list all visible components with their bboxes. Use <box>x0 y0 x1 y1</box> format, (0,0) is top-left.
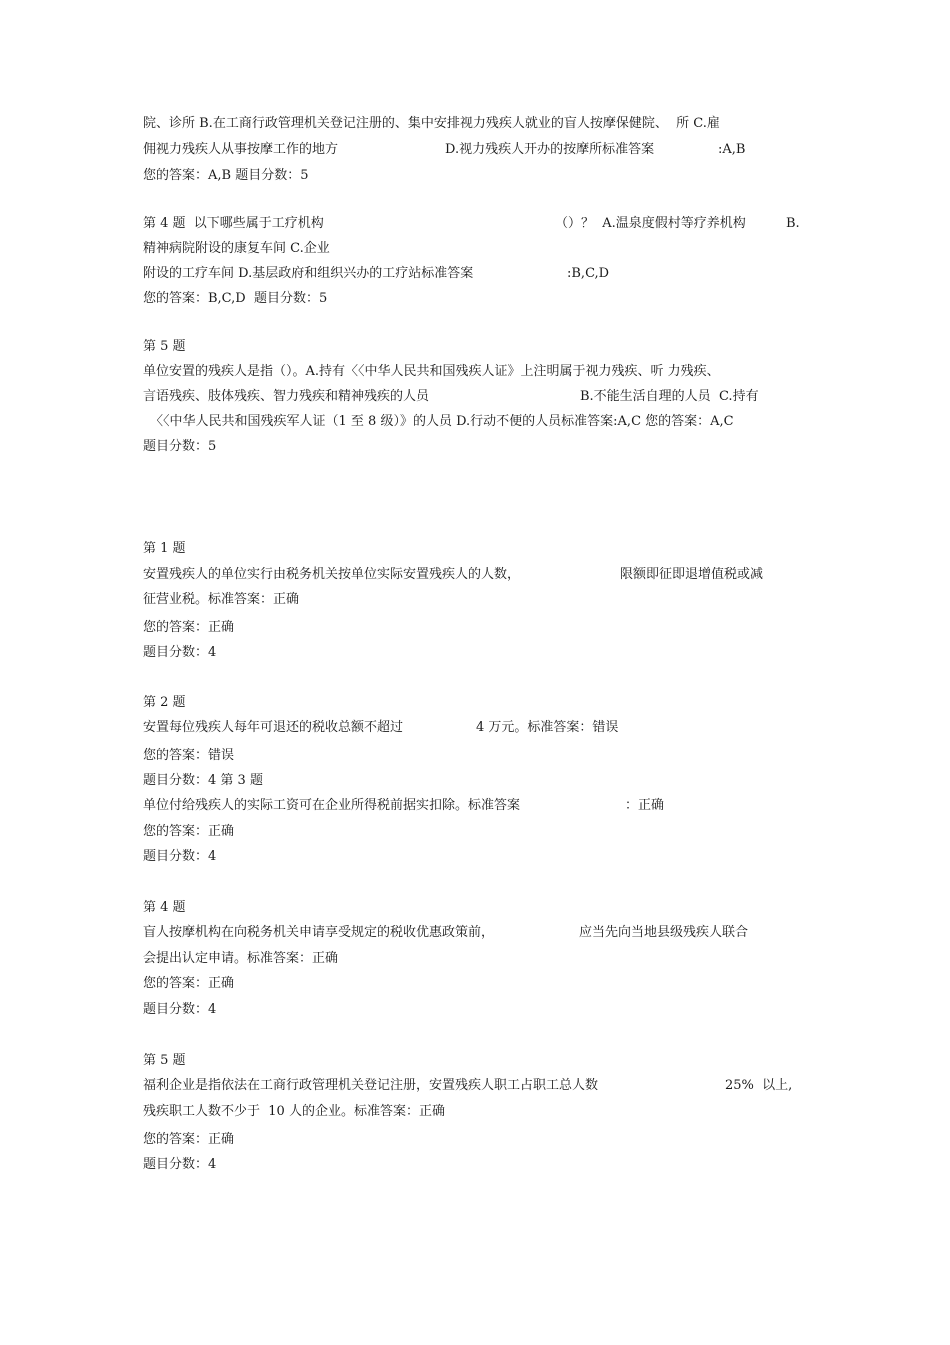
p2-q1-text-a: 安置残疾人的单位实行由税务机关按单位实际安置残疾人的人数， <box>143 567 521 582</box>
p2-q2-score-q3-title: 题目分数：4 第 3 题 <box>143 773 263 788</box>
p2-q4-score: 题目分数：4 <box>143 1002 217 1017</box>
p2-q1-title: 第 1 题 <box>143 541 186 556</box>
p1-q5-score: 题目分数：5 <box>143 439 217 454</box>
p2-q4-title: 第 4 题 <box>143 900 186 915</box>
p2-q4-text-b: 应当先向当地县级残疾人联合 <box>579 925 749 940</box>
p2-q2-answer: 您的答案：错误 <box>143 748 235 763</box>
p1-q5-line3: 〈〈中华人民共和国残疾军人证（1 至 8 级）》的人员 D.行动不便的人员标准答案:A,C 您的答案：A,C <box>150 414 734 429</box>
p1-q5-option-a-end: 言语残疾、肢体残疾、智力残疾和精神残疾的人员 <box>143 389 430 404</box>
p1-q4-standard-answer: :B,C,D <box>567 266 610 281</box>
p1-q3-options-d: D.视力残疾人开办的按摩所标准答案 <box>445 142 655 157</box>
p2-q1-score: 题目分数：4 <box>143 645 217 660</box>
p1-q5-line1: 单位安置的残疾人是指（）。A.持有〈〈中华人民共和国残疾人证》上注明属于视力残疾、听 力残疾、 <box>143 364 720 379</box>
p2-q2-text-b: 4 万元。标准答案：错误 <box>476 720 619 735</box>
p1-q5-title: 第 5 题 <box>143 339 186 354</box>
p1-q4-option-a: （）？ A.温泉度假村等疗养机构 <box>555 216 746 231</box>
p1-q3-result: 您的答案：A,B 题目分数：5 <box>143 168 309 183</box>
p2-q5-line2: 残疾职工人数不少于 10 人的企业。标准答案：正确 <box>143 1104 445 1119</box>
p2-q1-line2: 征营业税。标准答案：正确 <box>143 592 300 607</box>
p2-q3-score: 题目分数：4 <box>143 849 217 864</box>
p1-q4-line2: 精神病院附设的康复车间 C.企业 <box>143 241 330 256</box>
p1-q4-title: 第 4 题 以下哪些属于工疗机构 <box>143 216 324 231</box>
p2-q3-text-a: 单位付给残疾人的实际工资可在企业所得税前据实扣除。标准答案 <box>143 798 521 813</box>
p2-q4-answer: 您的答案：正确 <box>143 976 235 991</box>
p2-q4-line2: 会提出认定申请。标准答案：正确 <box>143 951 339 966</box>
p1-q4-options-cd: 附设的工疗车间 D.基层政府和组织兴办的工疗站标准答案 <box>143 266 474 281</box>
p2-q3-answer: 您的答案：正确 <box>143 824 235 839</box>
p2-q5-title: 第 5 题 <box>143 1053 186 1068</box>
p2-q5-answer: 您的答案：正确 <box>143 1132 235 1147</box>
p2-q4-text-a: 盲人按摩机构在向税务机关申请享受规定的税收优惠政策前， <box>143 925 495 940</box>
p1-q4-option-b-label: B. <box>786 216 800 231</box>
p1-q5-option-b: B.不能生活自理的人员 C.持有 <box>580 389 759 404</box>
p1-q3-line1: 院、诊所 B.在工商行政管理机关登记注册的、集中安排视力残疾人就业的盲人按摩保健院、 所 C.雇 <box>143 116 720 131</box>
p1-q4-result: 您的答案：B,C,D 题目分数：5 <box>143 291 328 306</box>
p2-q3-text-b: ：正确 <box>625 798 665 813</box>
p2-q2-text-a: 安置每位残疾人每年可退还的税收总额不超过 <box>143 720 404 735</box>
p1-q3-standard-answer: :A,B <box>718 142 746 157</box>
p2-q2-title: 第 2 题 <box>143 695 186 710</box>
p2-q1-text-b: 限额即征即退增值税或减 <box>620 567 764 582</box>
p1-q3-options-c: 佣视力残疾人从事按摩工作的地方 <box>143 142 339 157</box>
p2-q5-text-b: 25% 以上, <box>725 1078 793 1093</box>
p2-q5-text-a: 福利企业是指依法在工商行政管理机关登记注册，安置残疾人职工占职工总人数 <box>143 1078 599 1093</box>
p2-q1-answer: 您的答案：正确 <box>143 620 235 635</box>
p2-q5-score: 题目分数：4 <box>143 1157 217 1172</box>
